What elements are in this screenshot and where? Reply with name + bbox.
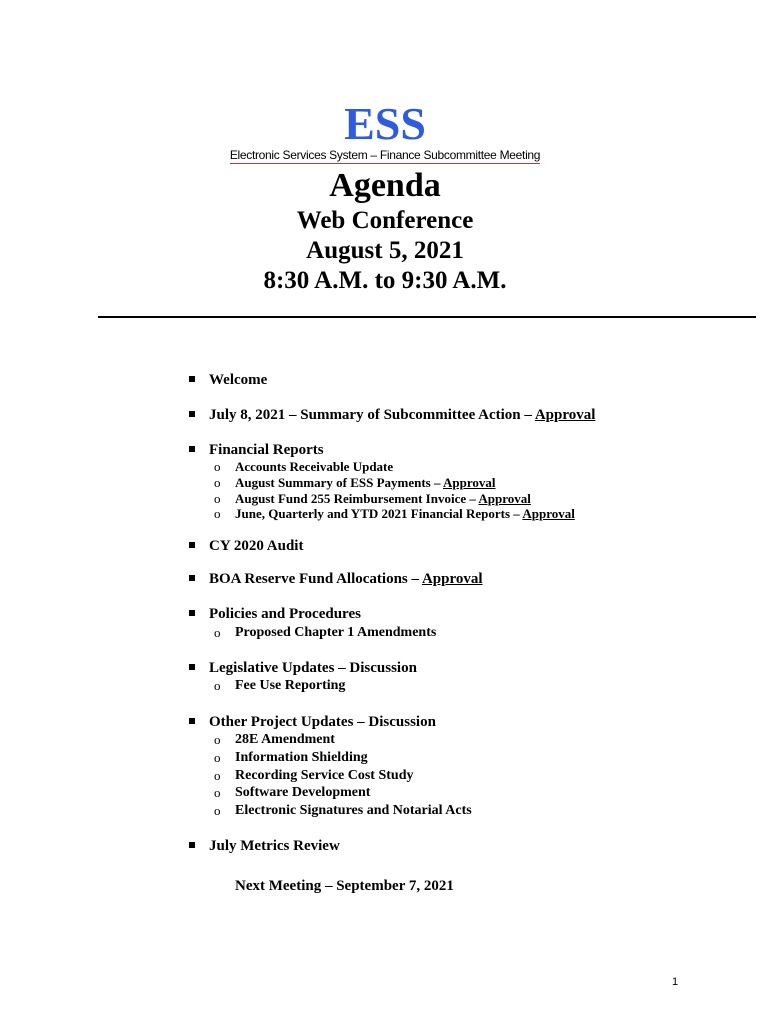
divider	[98, 316, 756, 318]
sub-bullet-icon: o	[214, 491, 221, 506]
sub-item-label: 28E Amendment	[235, 732, 335, 747]
sub-item-label: Accounts Receivable Update	[235, 459, 394, 474]
sub-item-fund-255	[214, 491, 531, 507]
bullet-icon	[189, 664, 195, 670]
agenda-item-other-projects	[209, 713, 436, 731]
bullet-icon	[189, 542, 195, 548]
bullet-icon	[189, 376, 195, 382]
sub-bullet-icon: o	[214, 768, 221, 783]
bullet-icon	[189, 718, 195, 724]
page-title: Agenda	[329, 167, 441, 204]
agenda-item-policies	[209, 605, 361, 623]
sub-item-label: Information Shielding	[235, 750, 368, 765]
sub-item-28e	[214, 731, 335, 748]
sub-item-label: August Summary of ESS Payments –	[235, 475, 444, 490]
sub-item-information-shielding	[214, 749, 368, 766]
agenda-item-label: Policies and Procedures	[209, 606, 361, 622]
agenda-item-label: Financial Reports	[209, 442, 324, 458]
sub-item-label: Proposed Chapter 1 Amendments	[235, 625, 437, 640]
sub-bullet-icon: o	[214, 475, 221, 490]
sub-bullet-icon: o	[214, 678, 221, 693]
sub-item-label: August Fund 255 Reimbursement Invoice –	[235, 491, 479, 506]
sub-item-financial-reports	[214, 506, 575, 522]
sub-bullet-icon: o	[214, 459, 221, 474]
next-meeting: Next Meeting – September 7, 2021	[235, 878, 454, 894]
sub-item-e-signatures	[214, 802, 472, 819]
sub-item-software	[214, 784, 371, 801]
agenda-item-label: CY 2020 Audit	[209, 538, 304, 554]
approval-label: Approval	[522, 506, 575, 521]
agenda-item-boa	[209, 570, 483, 588]
bullet-icon	[189, 575, 195, 581]
sub-item-label: Software Development	[235, 785, 371, 800]
sub-item-chapter-1	[214, 624, 437, 641]
agenda-item-minutes	[209, 406, 595, 424]
sub-bullet-icon: o	[214, 785, 221, 800]
agenda-item-label: July Metrics Review	[209, 838, 340, 854]
bullet-icon	[189, 842, 195, 848]
sub-item-cost-study	[214, 767, 414, 784]
page-number: 1	[672, 976, 679, 988]
sub-item-fee-use	[214, 677, 346, 694]
sub-bullet-icon: o	[214, 625, 221, 640]
sub-item-label: June, Quarterly and YTD 2021 Financial Reports –	[235, 506, 523, 521]
sub-item-label: Fee Use Reporting	[235, 678, 346, 693]
bullet-icon	[189, 610, 195, 616]
agenda-item-label: July 8, 2021 – Summary of Subcommittee Action –	[209, 407, 535, 423]
bullet-icon	[189, 411, 195, 417]
meeting-subtitle-text: Electronic Services System – Finance Subcommittee Meeting	[229, 148, 541, 162]
bullet-icon	[189, 446, 195, 452]
sub-item-label: Recording Service Cost Study	[235, 768, 414, 783]
approval-label: Approval	[443, 475, 496, 490]
agenda-item-label: Welcome	[209, 372, 268, 388]
sub-item-accounts-receivable	[214, 459, 394, 475]
meeting-subtitle	[0, 147, 770, 163]
sub-item-label: Electronic Signatures and Notarial Acts	[235, 803, 472, 818]
sub-bullet-icon: o	[214, 803, 221, 818]
meeting-date: August 5, 2021	[306, 237, 464, 264]
sub-item-ess-payments	[214, 475, 496, 491]
agenda-item-label: Other Project Updates – Discussion	[209, 714, 436, 730]
sub-bullet-icon: o	[214, 506, 221, 521]
meeting-time: 8:30 A.M. to 9:30 A.M.	[263, 267, 507, 294]
agenda-item-welcome	[209, 371, 267, 389]
agenda-item-audit	[209, 537, 303, 555]
approval-label: Approval	[534, 407, 596, 423]
agenda-item-label: Legislative Updates – Discussion	[209, 660, 417, 676]
approval-label: Approval	[421, 571, 483, 587]
agenda-item-label: BOA Reserve Fund Allocations –	[209, 571, 422, 587]
meeting-format: Web Conference	[296, 207, 474, 234]
sub-bullet-icon: o	[214, 732, 221, 747]
sub-bullet-icon: o	[214, 750, 221, 765]
agenda-item-financial-reports	[209, 441, 324, 459]
ess-logo: ESS	[344, 98, 426, 149]
agenda-item-metrics	[209, 837, 340, 855]
approval-label: Approval	[478, 491, 531, 506]
agenda-item-legislative	[209, 659, 417, 677]
